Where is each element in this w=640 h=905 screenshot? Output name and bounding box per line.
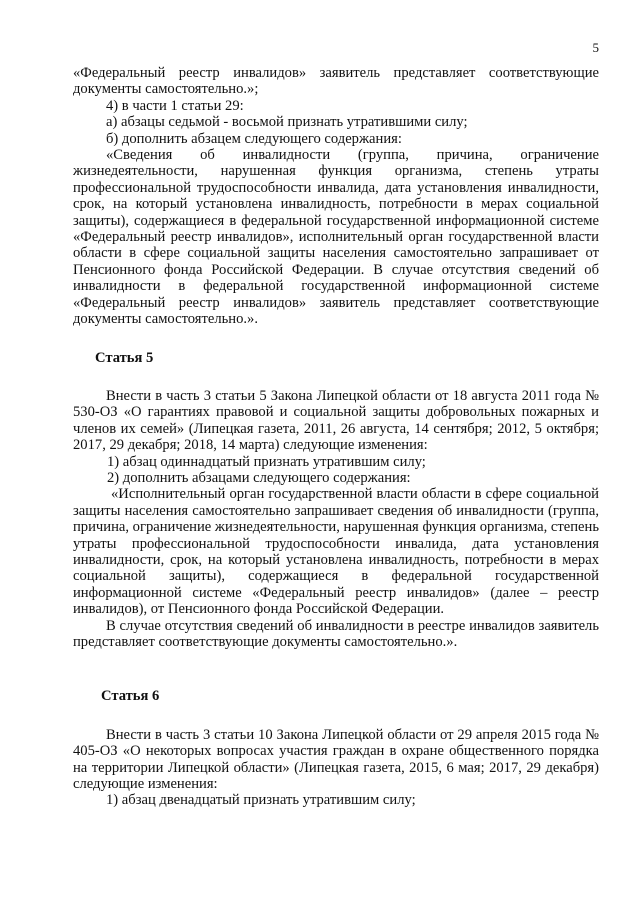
page-number: 5 xyxy=(592,40,599,55)
article-6-heading: Статья 6 xyxy=(101,688,160,705)
article-5-heading: Статья 5 xyxy=(95,349,154,366)
paragraph-continuation: «Федеральный реестр инвалидов» заявитель представляет соответствующие документы самостоятельно.»; xyxy=(73,65,599,98)
article-5-item-2: 2) дополнить абзацами следующего содержания: xyxy=(107,469,411,486)
article-5-quote-end: В случае отсутствия сведений об инвалидности в реестре инвалидов заявитель представляет соответствующие документы самостоятельно.». xyxy=(73,617,599,650)
article-6-intro: Внести в часть 3 статьи 10 Закона Липецкой области от 29 апреля 2015 года № 405-ОЗ «О некоторых вопросах участия граждан в охране общественного порядка на территории Липецкой области» (Липецкая газета, 2015, 6 мая; 2017, 29 декабря) следующие изменения: xyxy=(73,726,599,793)
article-6-item-1: 1) абзац двенадцатый признать утратившим силу; xyxy=(106,792,416,809)
paragraph-quote-disability: «Сведения об инвалидности (группа, причина, ограничение жизнедеятельности, нарушенная функция организма, степень утраты профессиональной трудоспособности инвалида, дата установления инвалидности, срок, на который установлена инвалидность, потребности в мерах социальной защиты), содержащиеся в федеральной государственной информационной системе «Федеральный реестр инвалидов», исполнительный орган государственной власти области в сфере социальной защиты населения самостоятельно запрашивает от Пенсионного фонда Российской Федерации. В случае отсутствия сведений об инвалидности в федеральной государственной информационной системе «Федеральный реестр инвалидов» заявитель представляет соответствующие документы самостоятельно.». xyxy=(73,147,599,328)
article-5-item-1: 1) абзац одиннадцатый признать утратившим силу; xyxy=(107,453,426,470)
paragraph-item-4: 4) в части 1 статьи 29: xyxy=(106,97,244,114)
article-5-intro: Внести в часть 3 статьи 5 Закона Липецкой области от 18 августа 2011 года № 530-ОЗ «О гарантиях правовой и социальной защиты добровольных пожарных и членов их семей» (Липецкая газета, 2011, 26 августа, 14 сентября; 2012, 5 октября; 2017, 29 декабря; 2018, 14 марта) следующие изменения: xyxy=(73,387,599,454)
paragraph-item-b: б) дополнить абзацем следующего содержания: xyxy=(106,130,402,147)
article-5-quote: «Исполнительный орган государственной власти области в сфере социальной защиты населения самостоятельно запрашивает сведения об инвалидности (группа, причина, ограничение жизнедеятельности, нарушенная функция организма, степень утраты профессиональной трудоспособности инвалида, дата установления инвалидности, срок, на который установлена инвалидность, потребности в мерах социальной защиты), содержащиеся в федеральной государственной информационной системе «Федеральный реестр инвалидов» (далее – реестр инвалидов), от Пенсионного фонда Российской Федерации. xyxy=(73,486,599,618)
document-body xyxy=(73,65,599,809)
paragraph-item-a: а) абзацы седьмой - восьмой признать утратившими силу; xyxy=(106,114,468,131)
